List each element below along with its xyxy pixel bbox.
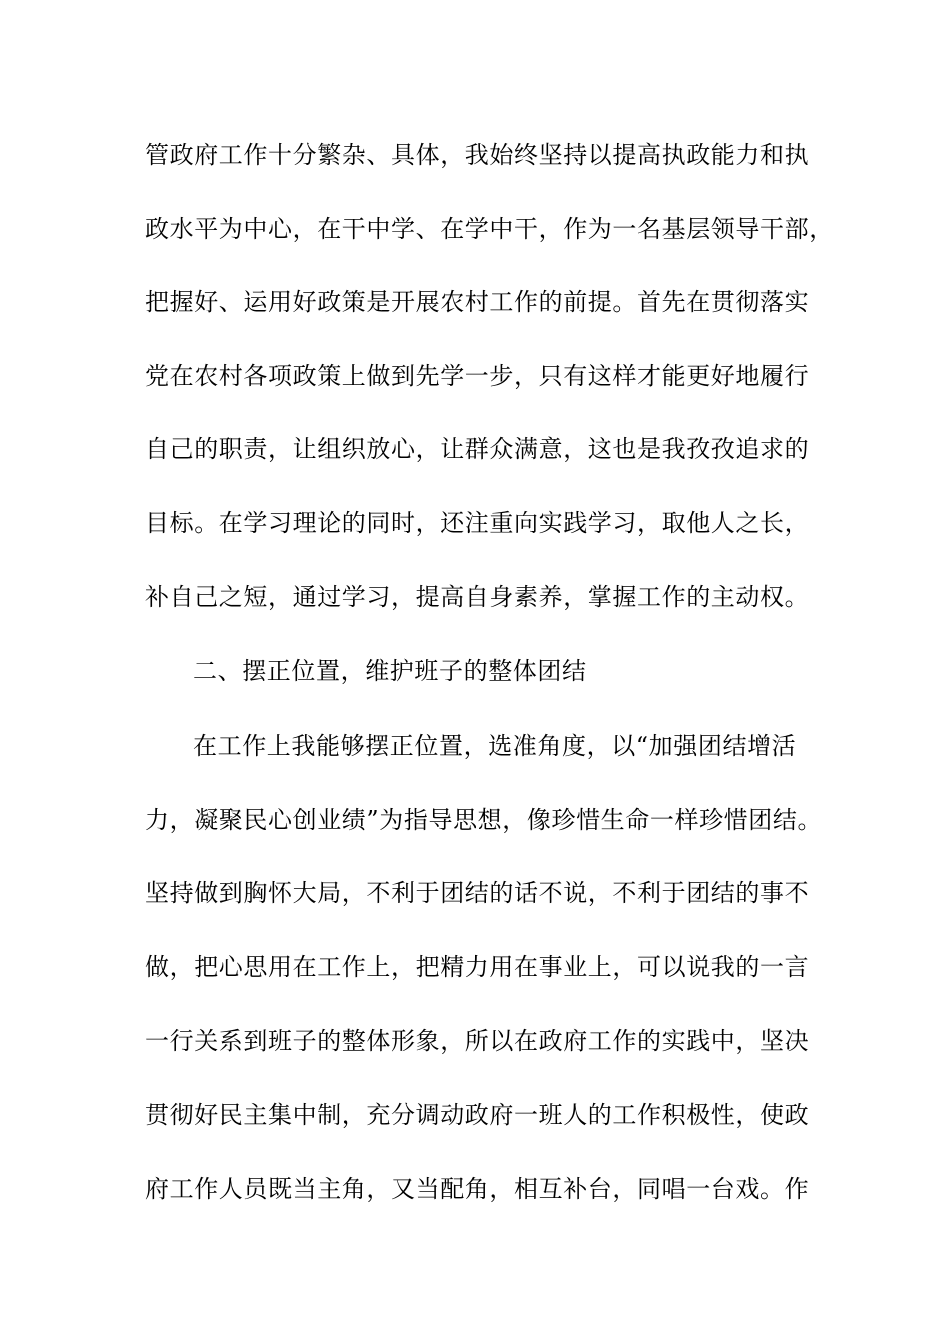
paragraph-line: 坚持做到胸怀大局，不利于团结的话不说，不利于团结的事不 (145, 879, 810, 907)
paragraph-line: 补自己之短，通过学习，提高自身素养，掌握工作的主动权。 (145, 583, 810, 611)
paragraph-line: 自己的职责，让组织放心，让群众满意，这也是我孜孜追求的 (145, 435, 810, 463)
paragraph-line: 力，凝聚民心创业绩”为指导思想，像珍惜生命一样珍惜团结。 (145, 806, 823, 834)
paragraph-line: 在工作上我能够摆正位置，选准角度，以“加强团结增活 (193, 732, 797, 760)
paragraph-line: 把握好、运用好政策是开展农村工作的前提。首先在贯彻落实 (145, 288, 810, 316)
paragraph-line: 一行关系到班子的整体形象，所以在政府工作的实践中，坚决 (145, 1027, 810, 1055)
section-heading: 二、摆正位置，维护班子的整体团结 (193, 657, 587, 685)
paragraph-line: 目标。在学习理论的同时，还注重向实践学习，取他人之长， (145, 509, 810, 537)
paragraph-line: 党在农村各项政策上做到先学一步，只有这样才能更好地履行 (145, 362, 810, 390)
paragraph-line: 政水平为中心，在干中学、在学中干，作为一名基层领导干部， (145, 215, 834, 243)
paragraph-line: 府工作人员既当主角，又当配角，相互补台，同唱一台戏。作 (145, 1175, 810, 1203)
paragraph-line: 管政府工作十分繁杂、具体，我始终坚持以提高执政能力和执 (145, 141, 810, 169)
paragraph-line: 贯彻好民主集中制，充分调动政府一班人的工作积极性，使政 (145, 1101, 810, 1129)
paragraph-line: 做，把心思用在工作上，把精力用在事业上，可以说我的一言 (145, 953, 810, 981)
